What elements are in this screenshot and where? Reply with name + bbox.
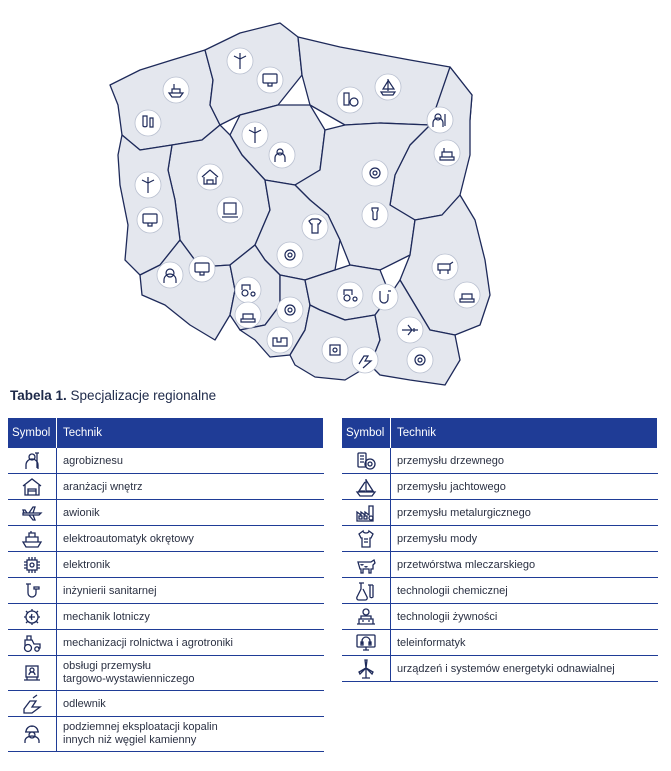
technik-label: technologii chemicznej <box>397 584 508 597</box>
table-row <box>342 526 658 552</box>
miner-icon <box>21 724 43 744</box>
wind-turbine-icon <box>355 659 377 679</box>
table-row <box>8 448 324 474</box>
technik-label: podziemnej eksploatacji kopalin <box>63 721 218 733</box>
technik-cell <box>391 526 658 552</box>
header-symbol: Symbol <box>8 418 57 448</box>
technik-label: teleinformatyk <box>397 636 466 649</box>
technik-cell <box>391 448 658 474</box>
symbol-cell <box>8 448 57 474</box>
caption-title: Specjalizacje regionalne <box>70 388 217 403</box>
technik-cell <box>391 656 658 682</box>
symbol-cell <box>8 578 57 604</box>
table-row <box>8 578 324 604</box>
symbol-cell <box>342 656 391 682</box>
technik-label: agrobiznesu <box>63 454 123 467</box>
technik-cell <box>57 691 324 717</box>
poland-regions-map <box>80 5 520 390</box>
symbol-cell <box>8 717 57 752</box>
sailboat-icon <box>355 477 377 497</box>
table-body <box>8 448 324 752</box>
exhibition-stand-icon <box>21 663 43 683</box>
symbol-cell <box>8 604 57 630</box>
technik-cell <box>57 578 324 604</box>
technik-cell <box>57 717 324 752</box>
technik-label: technologii żywności <box>397 610 498 623</box>
symbol-cell <box>8 552 57 578</box>
technik-cell <box>57 656 324 691</box>
technik-cell <box>57 630 324 656</box>
tshirt-icon <box>355 529 377 549</box>
table-row <box>8 500 324 526</box>
table-row <box>8 552 324 578</box>
technik-label: przemysłu drzewnego <box>397 454 504 467</box>
technik-cell <box>57 448 324 474</box>
wood-log-icon <box>355 451 377 471</box>
table-row <box>342 630 658 656</box>
technik-cell <box>391 604 658 630</box>
house-interior-icon <box>21 477 43 497</box>
table-row <box>8 526 324 552</box>
symbol-cell <box>8 474 57 500</box>
ladle-foundry-icon <box>21 694 43 714</box>
technik-label: elektroautomatyk okrętowy <box>63 532 194 545</box>
technik-label: inżynierii sanitarnej <box>63 584 157 597</box>
symbol-cell <box>342 526 391 552</box>
factory-icon <box>355 503 377 523</box>
table-row <box>342 578 658 604</box>
table-row <box>8 604 324 630</box>
table-row <box>8 717 324 752</box>
table-row <box>342 552 658 578</box>
technik-label: awionik <box>63 506 100 519</box>
technik-label: aranżacji wnętrz <box>63 480 143 493</box>
header-technik: Technik <box>57 418 324 448</box>
symbol-cell <box>342 578 391 604</box>
specializations-table-right <box>342 418 658 682</box>
symbol-cell <box>342 448 391 474</box>
technik-label-line2: innych niż węgiel kamienny <box>63 734 197 746</box>
table-row <box>342 474 658 500</box>
technik-cell <box>391 630 658 656</box>
technik-label: odlewnik <box>63 697 106 710</box>
technik-cell <box>57 552 324 578</box>
airplane-icon <box>21 503 43 523</box>
region-zachodniopomorskie <box>110 50 220 150</box>
technik-cell <box>57 474 324 500</box>
table-row <box>8 474 324 500</box>
technik-label: przetwórstwa mleczarskiego <box>397 558 536 571</box>
symbol-cell <box>8 691 57 717</box>
table-header-row <box>342 418 658 448</box>
symbol-cell <box>342 630 391 656</box>
header-symbol: Symbol <box>342 418 391 448</box>
table-row <box>342 448 658 474</box>
monitor-headset-icon <box>355 633 377 653</box>
technik-label: urządzeń i systemów energetyki odnawialnej <box>397 662 615 675</box>
food-tray-icon <box>355 607 377 627</box>
table-caption <box>10 388 216 403</box>
symbol-cell <box>8 526 57 552</box>
table-header-row <box>8 418 324 448</box>
technik-label: obsługi przemysłu <box>63 660 152 672</box>
farmer-icon <box>21 451 43 471</box>
technik-cell <box>57 500 324 526</box>
technik-label-line2: targowo-wystawienniczego <box>63 673 195 685</box>
technik-label: mechanizacji rolnictwa i agrotroniki <box>63 636 233 649</box>
symbol-cell <box>342 474 391 500</box>
pipe-icon <box>21 581 43 601</box>
table-row <box>8 630 324 656</box>
symbol-cell <box>8 500 57 526</box>
symbol-cell <box>342 552 391 578</box>
technik-label: elektronik <box>63 558 111 571</box>
table-body <box>342 448 658 682</box>
symbol-cell <box>342 604 391 630</box>
circuit-chip-icon <box>21 555 43 575</box>
specializations-table-left <box>8 418 324 752</box>
technik-cell <box>57 604 324 630</box>
symbol-cell <box>8 656 57 691</box>
tractor-icon <box>21 633 43 653</box>
technik-label: przemysłu metalurgicznego <box>397 506 531 519</box>
flask-icon <box>355 581 377 601</box>
ship-icon <box>21 529 43 549</box>
technik-cell <box>391 500 658 526</box>
technik-cell <box>57 526 324 552</box>
technik-cell <box>391 474 658 500</box>
symbol-cell <box>342 500 391 526</box>
technik-label: mechanik lotniczy <box>63 610 150 623</box>
technik-cell <box>391 552 658 578</box>
header-technik: Technik <box>391 418 658 448</box>
technik-label: przemysłu mody <box>397 532 478 545</box>
table-row <box>8 656 324 691</box>
table-row <box>342 500 658 526</box>
technik-cell <box>391 578 658 604</box>
table-row <box>342 604 658 630</box>
caption-label: Tabela 1. <box>10 388 67 403</box>
cow-icon <box>355 555 377 575</box>
gear-plane-icon <box>21 607 43 627</box>
technik-label: przemysłu jachtowego <box>397 480 506 493</box>
table-row <box>8 691 324 717</box>
symbol-cell <box>8 630 57 656</box>
table-row <box>342 656 658 682</box>
